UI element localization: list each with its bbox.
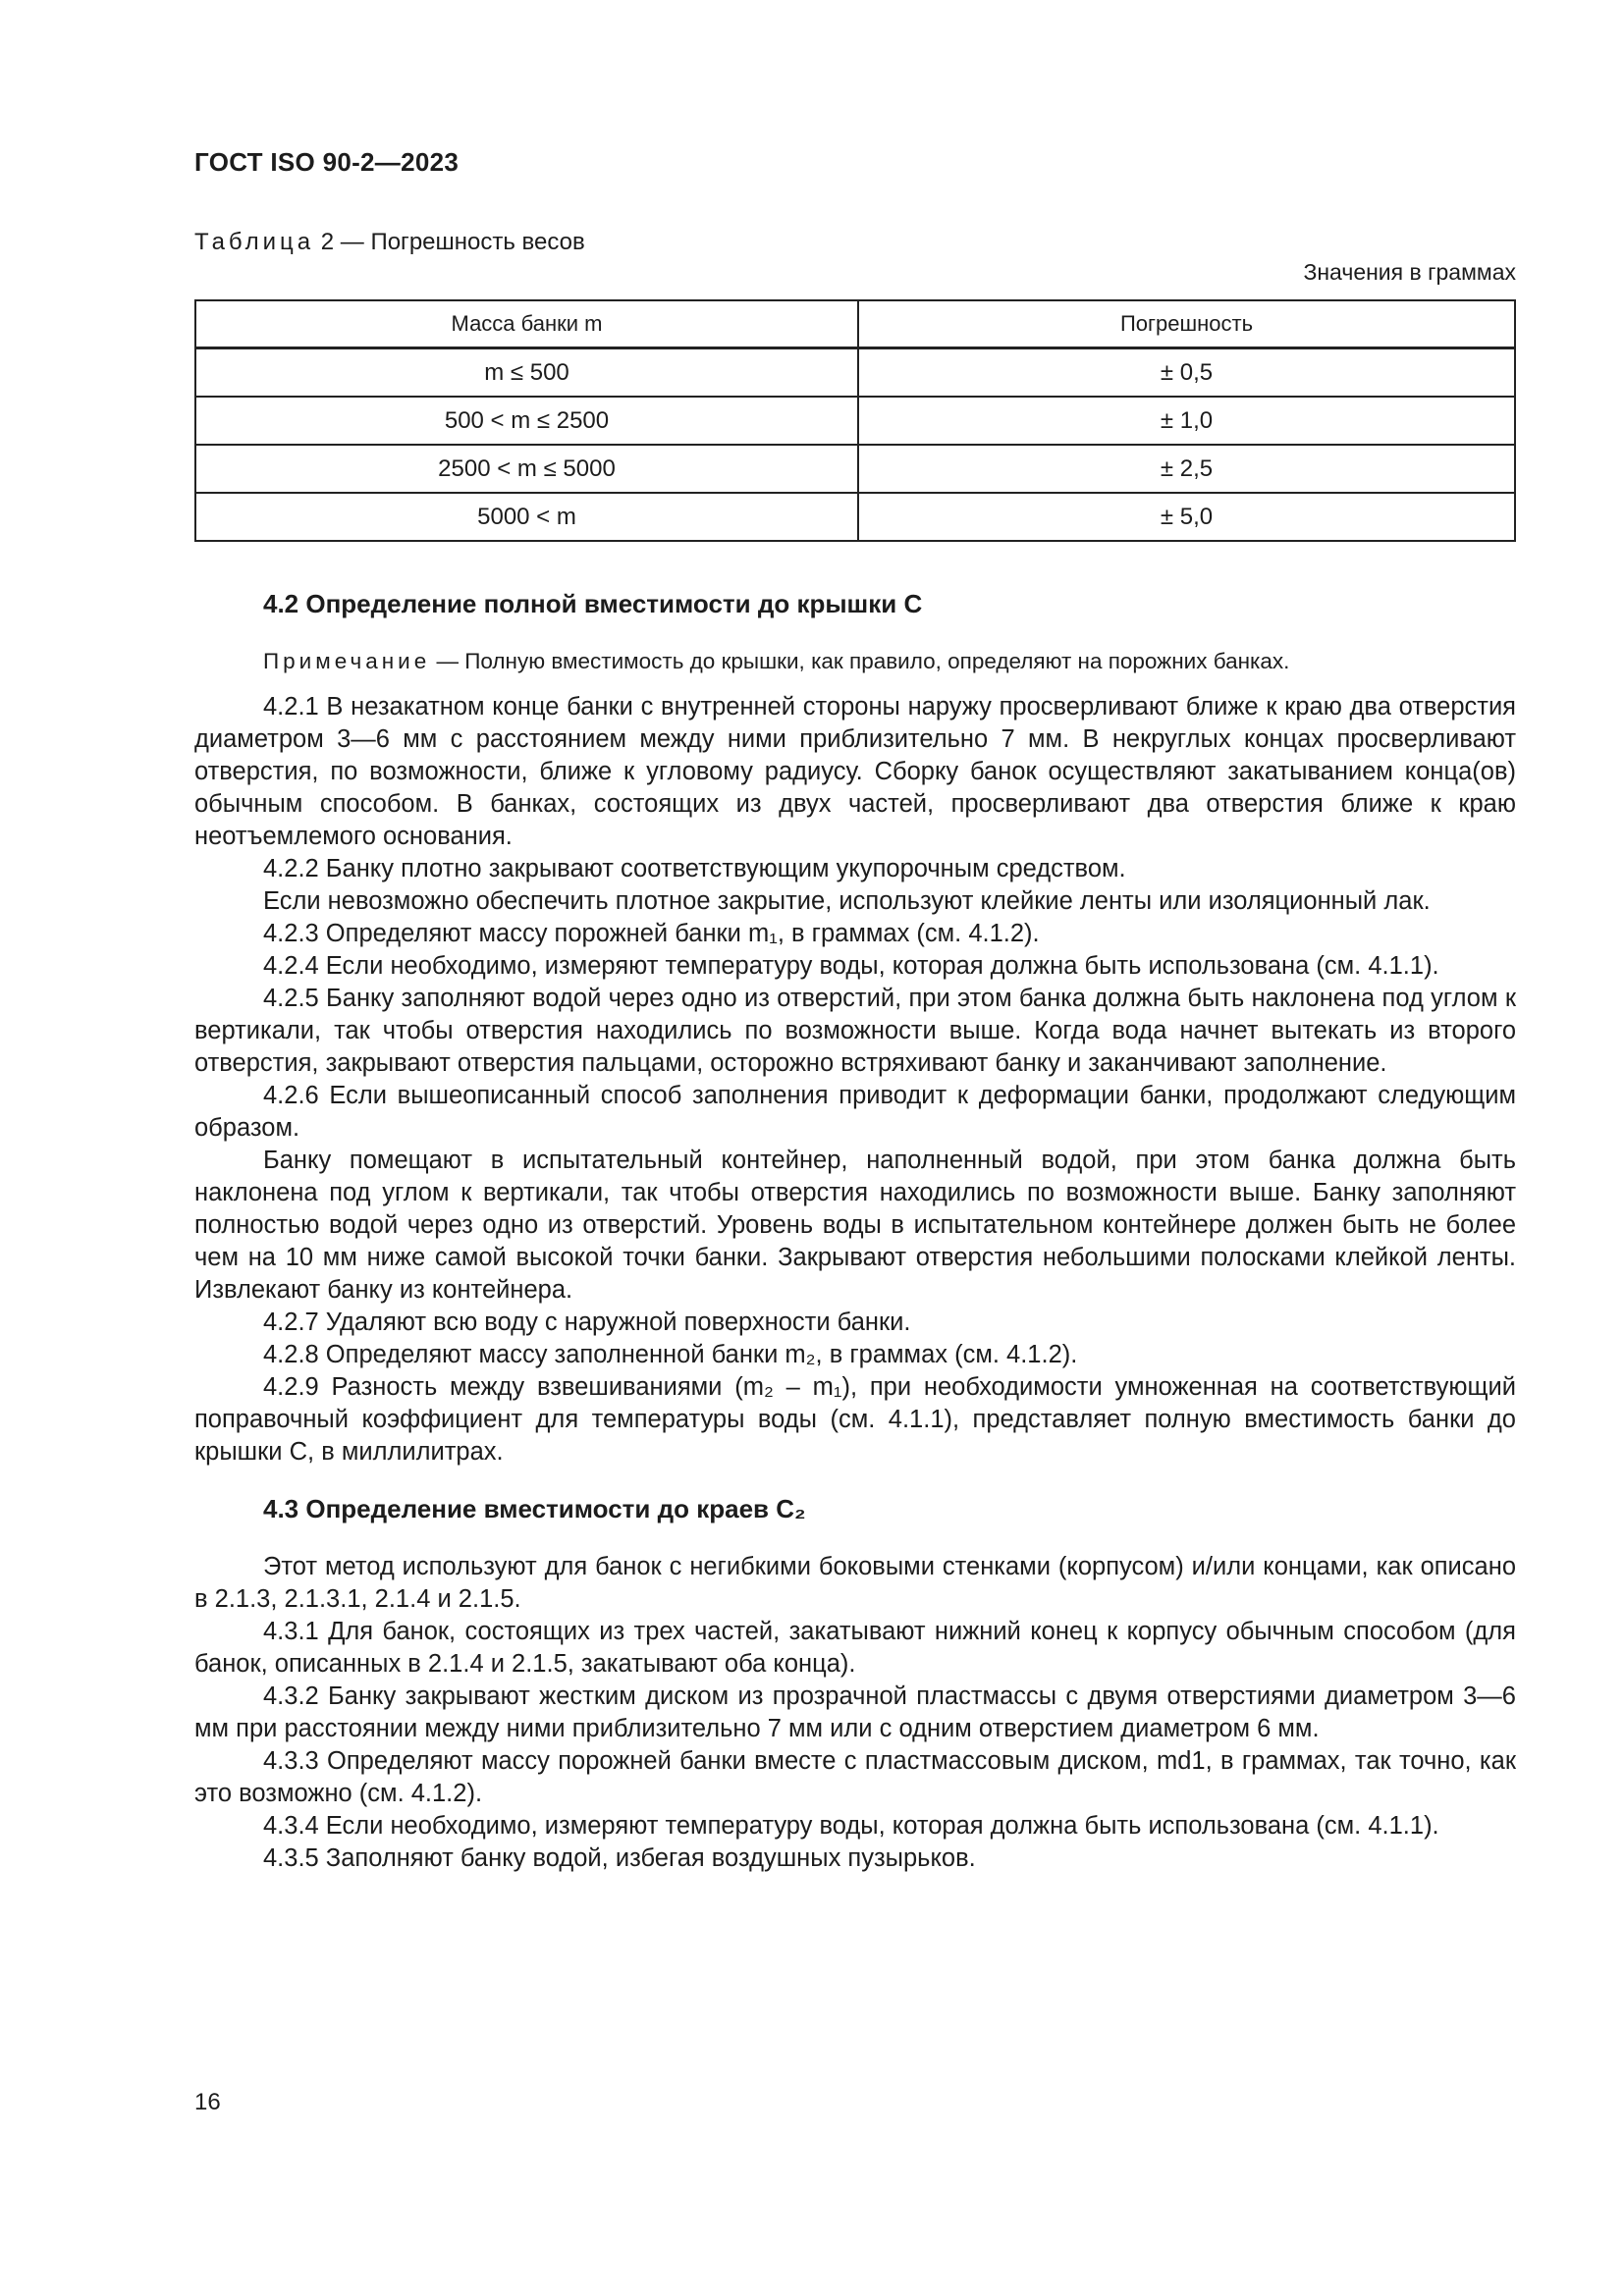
section-heading-4-2: 4.2 Определение полной вместимости до крышки C bbox=[263, 589, 923, 618]
paragraph-4-2-2-cont: Если невозможно обеспечить плотное закрытие, используют клейкие ленты или изоляционный лак. bbox=[263, 887, 1431, 915]
paragraph-4-2-2: 4.2.2 Банку плотно закрывают соответствующим укупорочным средством. bbox=[263, 855, 1126, 882]
paragraph-4-2-8: 4.2.8 Определяют массу заполненной банки m₂, в граммах (см. 4.1.2). bbox=[263, 1341, 1078, 1368]
document-header: ГОСТ ISO 90-2—2023 bbox=[194, 147, 460, 177]
paragraph-4-3-3: 4.3.3 Определяют массу порожней банки вместе с пластмассовым диском, md1, в граммах, так точно, как это возможно (см. 4.1.2). bbox=[194, 1747, 1516, 1807]
table-cell-mass: 5000 < m bbox=[195, 493, 858, 541]
note-text: — Полную вместимость до крышки, как правило, определяют на порожних банках. bbox=[430, 649, 1290, 673]
paragraph-4-2-9: 4.2.9 Разность между взвешиваниями (m₂ – m₁), при необходимости умноженная на соответствующий поправочный коэффициент для температуры воды (см. 4.1.1), представляет полную вместимость банки до крышки C, в миллилитрах. bbox=[194, 1373, 1516, 1466]
table-row bbox=[195, 348, 1515, 398]
paragraph-4-3-5: 4.3.5 Заполняют банку водой, избегая воздушных пузырьков. bbox=[263, 1844, 976, 1872]
paragraph-4-3-intro: Этот метод используют для банок с негибкими боковыми стенками (корпусом) и/или концами, как описано в 2.1.3, 2.1.3.1, 2.1.4 и 2.1.5. bbox=[194, 1553, 1516, 1613]
table-cell-tolerance: ± 1,0 bbox=[858, 397, 1515, 445]
table-cell-tolerance: ± 5,0 bbox=[858, 493, 1515, 541]
table-cell-tolerance: ± 2,5 bbox=[858, 445, 1515, 493]
table-row bbox=[195, 493, 1515, 541]
page-number: 16 bbox=[194, 2089, 221, 2115]
note-label: Примечание bbox=[263, 649, 431, 673]
paragraph-4-3-2: 4.3.2 Банку закрывают жестким диском из прозрачной пластмассы с двумя отверстиями диаметром 3—6 мм при расстоянии между ними приблизительно 7 мм или с одним отверстием диаметром 6 мм. bbox=[194, 1682, 1516, 1742]
table-caption-label: Таблица bbox=[194, 229, 315, 255]
paragraph-4-2-5: 4.2.5 Банку заполняют водой через одно из отверстий, при этом банка должна быть наклонена под углом к вертикали, так чтобы отверстия находились по возможности выше. Когда вода начнет вытекать из второго отверстия, закрывают отверстия пальцами, осторожно встряхивают банку и заканчивают заполнение. bbox=[194, 985, 1516, 1077]
paragraph-4-2-6-cont: Банку помещают в испытательный контейнер, наполненный водой, при этом банка должна быть наклонена под углом к вертикали, так чтобы отверстия находились по возможности выше. Банку заполняют полностью водой через одно из отверстий. Уровень воды в испытательном контейнере должен быть не более чем на 10 мм ниже самой высокой точки банки. Закрывают отверстия небольшими полосками клейкой ленты. Извлекают банку из контейнера. bbox=[194, 1147, 1516, 1304]
body-text bbox=[194, 587, 1516, 1875]
column-header-mass: Масса банки m bbox=[195, 300, 858, 348]
tolerance-table bbox=[194, 299, 1516, 542]
table-row bbox=[195, 397, 1515, 445]
paragraph-4-3-1: 4.3.1 Для банок, состоящих из трех частей, закатывают нижний конец к корпусу обычным способом (для банок, описанных в 2.1.4 и 2.1.5, закатывают оба конца). bbox=[194, 1618, 1516, 1678]
section-note bbox=[194, 646, 1516, 677]
column-header-tolerance: Погрешность bbox=[858, 300, 1515, 348]
table-caption bbox=[194, 229, 585, 256]
table-row bbox=[195, 445, 1515, 493]
table-header-row bbox=[195, 300, 1515, 348]
table-units-note: Значения в граммах bbox=[1303, 259, 1516, 285]
table-cell-mass: m ≤ 500 bbox=[195, 348, 858, 398]
paragraph-4-2-1: 4.2.1 В незакатном конце банки с внутренней стороны наружу просверливают ближе к краю два отверстия диаметром 3—6 мм с расстоянием между ними приблизительно 7 мм. В некруглых концах просверливают отверстия, по возможности, ближе к угловому радиусу. Сборку банок осуществляют закатыванием конца(ов) обычным способом. В банках, состоящих из двух частей, просверливают два отверстия ближе к краю неотъемлемого основания. bbox=[194, 693, 1516, 850]
table-cell-mass: 500 < m ≤ 2500 bbox=[195, 397, 858, 445]
section-heading-4-3: 4.3 Определение вместимости до краев C₂ bbox=[263, 1494, 806, 1523]
table-cell-tolerance: ± 0,5 bbox=[858, 348, 1515, 398]
paragraph-4-2-7: 4.2.7 Удаляют всю воду с наружной поверхности банки. bbox=[263, 1308, 911, 1336]
paragraph-4-2-6: 4.2.6 Если вышеописанный способ заполнения приводит к деформации банки, продолжают следующим образом. bbox=[194, 1082, 1516, 1142]
table-caption-title: 2 — Погрешность весов bbox=[314, 229, 585, 255]
paragraph-4-3-4: 4.3.4 Если необходимо, измеряют температуру воды, которая должна быть использована (см. 4.1.1). bbox=[263, 1812, 1439, 1840]
table-cell-mass: 2500 < m ≤ 5000 bbox=[195, 445, 858, 493]
paragraph-4-2-3: 4.2.3 Определяют массу порожней банки m₁, в граммах (см. 4.1.2). bbox=[263, 920, 1040, 947]
paragraph-4-2-4: 4.2.4 Если необходимо, измеряют температуру воды, которая должна быть использована (см. 4.1.1). bbox=[263, 952, 1439, 980]
